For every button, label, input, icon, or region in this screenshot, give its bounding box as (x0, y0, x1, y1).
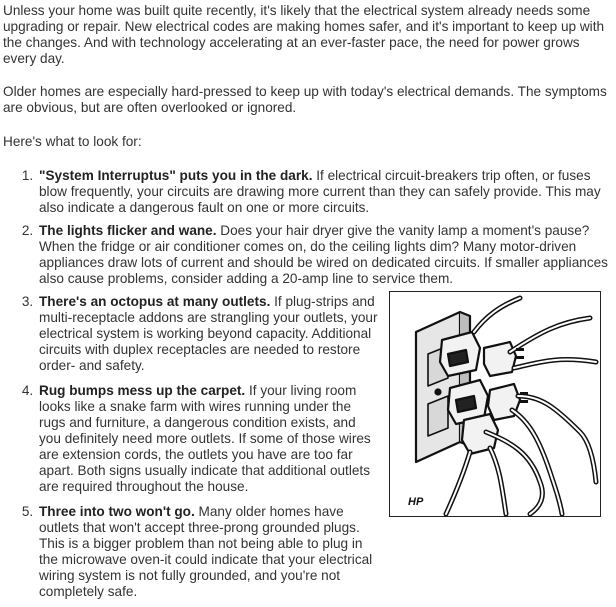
intro-paragraph-2: Older homes are especially hard-pressed to keep up with today's electrical demands. The symptoms are obvious, but are often overlooked or ignored. (3, 84, 607, 115)
tip-body: If electrical circuit-breakers trip often, or fuses blow frequently, your circuits are drawing more current than they can safely provide. This may also indicate a dangerous fault on one or more circuits. (39, 168, 601, 215)
tip-heading: Rug bumps mess up the carpet. (39, 383, 246, 398)
tip-body: If your living room looks like a snake farm with wires running under the rugs and furniture, a dangerous condition exists, and you definitely need more outlets. If some of those wires are extension cords, the outlets you have are too far apart. Both signs usually indicate that additional outlets are required throughout the house. (39, 383, 371, 494)
list-item (37, 168, 609, 216)
list-item (37, 504, 379, 600)
tip-heading: The lights flicker and wane. (39, 223, 217, 238)
tip-heading: "System Interruptus" puts you in the dark. (39, 168, 313, 183)
tip-body: Does your hair dryer give the vanity lamp a moment's pause? When the fridge or air conditioner comes on, do the ceiling lights dim? Many motor-driven appliances draw lots of current and should be wired on dedicated circuits. If smaller appliances also cause problems, consider adding a 20-amp line to service them. (39, 223, 608, 286)
tip-heading: Three into two won't go. (39, 504, 195, 519)
list-item (37, 223, 609, 287)
overloaded-outlet-icon (390, 292, 600, 516)
list-item (37, 383, 379, 495)
illustration-credit: HP (408, 496, 424, 508)
intro-paragraph-3: Here's what to look for: (3, 134, 142, 149)
tip-heading: There's an octopus at many outlets. (39, 294, 271, 309)
list-item (37, 294, 379, 374)
tip-body: Many older homes have outlets that won't accept three-prong grounded plugs. This is a bigger problem than not being able to plug in the microwave oven-it could indicate that your electrical wiring system is not fully grounded, and you're not completely safe. (39, 504, 373, 599)
tip-body: If plug-strips and multi-receptacle addons are strangling your outlets, your electrical system is working beyond capacity. Additional circuits with duplex receptacles are needed to restore order- and safety. (39, 294, 378, 373)
overloaded-outlet-illustration (389, 291, 601, 517)
intro-paragraph-1: Unless your home was built quite recently, it's likely that the electrical system already needs some upgrading or repair. New electrical codes are making homes safer, and it's important to keep up with the changes. And with technology accelerating at an ever-faster pace, the need for power grows every day. (3, 3, 605, 66)
